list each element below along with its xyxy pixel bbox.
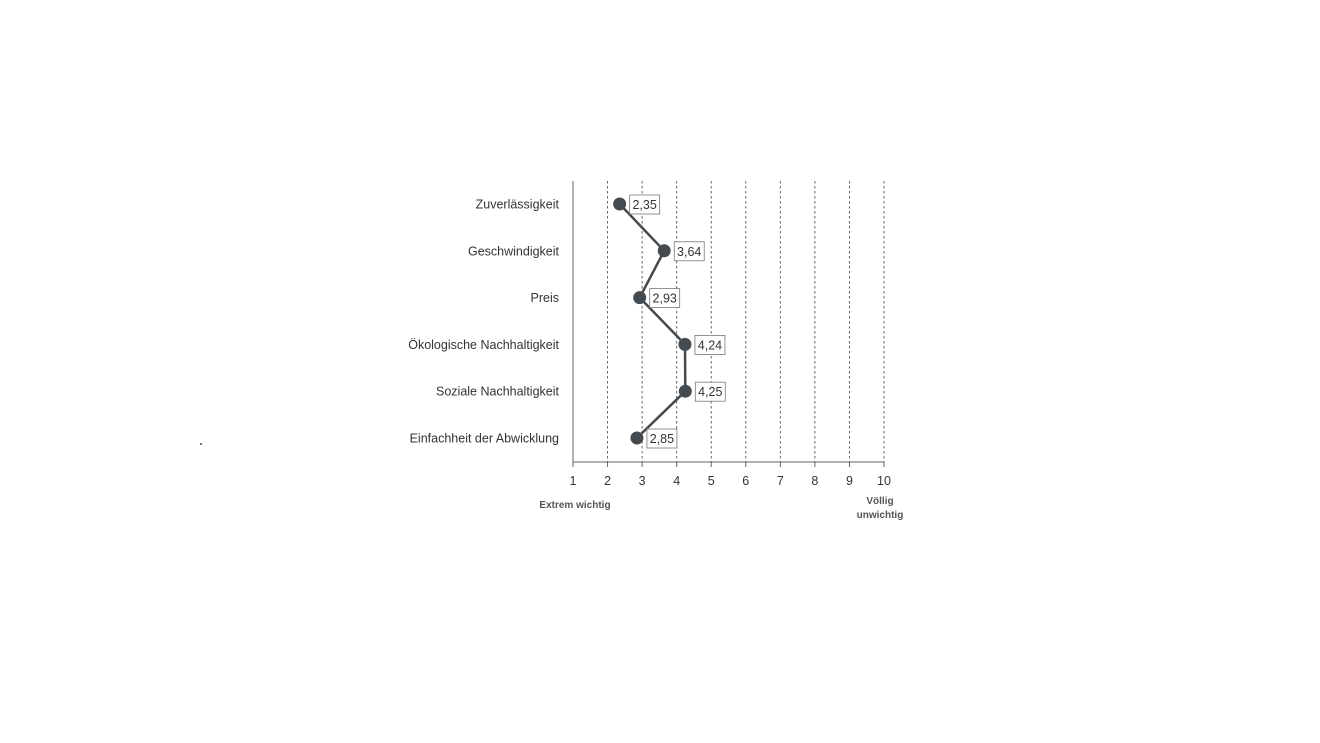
stray-dot: [200, 443, 202, 445]
scale-max-label-line2: unwichtig: [856, 510, 904, 521]
data-points: [613, 198, 692, 445]
data-point: [678, 338, 691, 351]
scale-min-label: Extrem wichtig: [539, 500, 611, 511]
x-tick-label-7: 7: [776, 474, 784, 488]
category-label: Zuverlässigkeit: [475, 197, 559, 212]
x-tick-label-4: 4: [673, 474, 681, 488]
category-label: Geschwindigkeit: [467, 244, 559, 259]
data-label: 4,25: [698, 385, 723, 400]
data-label: 2,85: [649, 432, 675, 446]
x-tick-label-9: 9: [845, 474, 853, 488]
series-line: [620, 204, 686, 438]
data-point: [679, 385, 692, 398]
axes: [573, 181, 884, 467]
data-point: [633, 291, 646, 304]
x-tick-labels: [570, 474, 891, 488]
grid-lines: [608, 181, 884, 462]
data-label: 2,35: [632, 198, 657, 212]
scale-max-label-line1: Völlig: [866, 496, 894, 507]
category-label: Ökologische Nachhaltigkeit: [408, 337, 559, 352]
x-tick-label-1: 1: [569, 474, 577, 488]
category-labels: [408, 198, 559, 446]
x-tick-label-2: 2: [604, 474, 612, 488]
data-label: 4,24: [697, 338, 723, 353]
x-tick-label-10: 10: [877, 474, 891, 488]
data-point: [658, 244, 671, 257]
x-tick-label-5: 5: [707, 474, 715, 488]
x-tick-label-6: 6: [742, 474, 750, 488]
data-label: 3,64: [677, 244, 702, 259]
data-point: [613, 198, 626, 211]
data-label: 2,93: [652, 291, 677, 306]
x-tick-label-8: 8: [811, 474, 819, 488]
category-label: Soziale Nachhaltigkeit: [436, 384, 559, 399]
category-label: Einfachheit der Abwicklung: [409, 431, 559, 446]
x-tick-label-3: 3: [638, 474, 646, 488]
data-point: [630, 432, 643, 445]
category-label: Preis: [530, 291, 559, 306]
